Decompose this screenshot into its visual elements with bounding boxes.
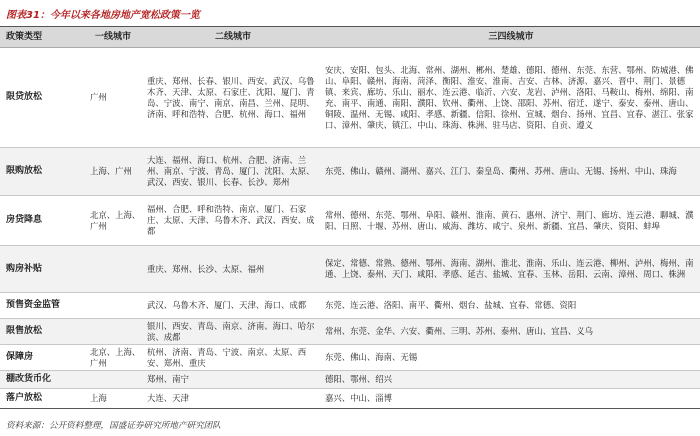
tier34-cities: 东莞、连云港、洛阳、南平、衢州、烟台、盐城、宜春、常德、资阳: [322, 293, 700, 319]
tier1-cities: 广州: [82, 48, 144, 148]
header-tier2: 二线城市: [144, 27, 322, 48]
tier34-cities: 德阳、鄂州、绍兴: [322, 371, 700, 389]
tier34-cities: 常州、东莞、金华、六安、衢州、三明、苏州、泰州、唐山、宜昌、义乌: [322, 319, 700, 345]
tier34-cities: 东莞、佛山、海南、无锡: [322, 345, 700, 371]
tier2-cities: 大连、天津: [144, 389, 322, 409]
policy-type: 预售资金监管: [0, 293, 82, 319]
tier1-cities: [82, 293, 144, 319]
tier1-cities: 上海、广州: [82, 148, 144, 196]
header-tier34: 三四线城市: [322, 27, 700, 48]
tier2-cities: 重庆、郑州、长春、银川、西安、武汉、乌鲁木齐、天津、太原、石家庄、沈阳、厦门、青岛、宁波、南宁、南京、南昌、兰州、昆明、济南、呼和浩特、合肥、杭州、海口、福州: [144, 48, 322, 148]
tier1-cities: [82, 246, 144, 293]
tier2-cities: 重庆、郑州、长沙、太原、福州: [144, 246, 322, 293]
tier2-cities: 武汉、乌鲁木齐、厦门、天津、海口、成都: [144, 293, 322, 319]
source-note: 资料来源：公开资料整理，国盛证券研究所地产研究团队: [6, 421, 221, 431]
table-row: [0, 319, 700, 345]
policy-type: 落户放松: [0, 389, 82, 409]
tier1-cities: 上海: [82, 389, 144, 409]
table-row: [0, 148, 700, 196]
table-row: [0, 371, 700, 389]
tier2-cities: 福州、合肥、呼和浩特、南京、厦门、石家庄、太原、天津、乌鲁木齐、武汉、西安、成都: [144, 196, 322, 246]
tier34-cities: 保定、常德、常熟、德州、鄂州、海南、湖州、淮北、淮南、乐山、连云港、柳州、泸州、梅州、南通、上饶、泰州、天门、咸阳、孝感、延吉、盐城、宜春、玉林、岳阳、云南、漳州、周口、株洲: [322, 246, 700, 293]
policy-type: 保障房: [0, 345, 82, 371]
header-tier1: 一线城市: [82, 27, 144, 48]
policy-type: 购房补贴: [0, 246, 82, 293]
policy-type: 棚改货币化: [0, 371, 82, 389]
tier34-cities: 常州、德州、东莞、鄂州、阜阳、赣州、淮南、黄石、惠州、济宁、荆门、廊坊、连云港、聊城、濮阳、日照、十堰、苏州、唐山、威海、潍坊、咸宁、泉州、新疆、宜昌、肇庆、资阳、蚌埠: [322, 196, 700, 246]
policy-type: 房贷降息: [0, 196, 82, 246]
tier1-cities: 北京、上海、广州: [82, 345, 144, 371]
tier1-cities: 北京、上海、广州: [82, 196, 144, 246]
table-row: [0, 345, 700, 371]
figure-title: 图表31：今年以来各地房地产宽松政策一览: [6, 10, 200, 21]
tier1-cities: [82, 319, 144, 345]
tier1-cities: [82, 371, 144, 389]
tier2-cities: 大连、福州、海口、杭州、合肥、济南、兰州、南京、宁波、青岛、厦门、沈阳、太原、武汉、西安、银川、长春、长沙、郑州: [144, 148, 322, 196]
tier34-cities: 嘉兴、中山、淄博: [322, 389, 700, 409]
table-header-row: [0, 27, 700, 48]
policy-type: 限购放松: [0, 148, 82, 196]
table-row: [0, 246, 700, 293]
policy-table: [0, 26, 700, 409]
policy-type: 限售放松: [0, 319, 82, 345]
tier2-cities: 郑州、南宁: [144, 371, 322, 389]
table-row: [0, 48, 700, 148]
tier2-cities: 银川、西安、青岛、南京、济南、海口、哈尔滨、成都: [144, 319, 322, 345]
header-policy-type: 政策类型: [0, 27, 82, 48]
table-row: [0, 196, 700, 246]
tier34-cities: 东莞、佛山、赣州、湖州、嘉兴、江门、秦皇岛、衢州、苏州、唐山、无锡、扬州、中山、珠海: [322, 148, 700, 196]
tier2-cities: 杭州、济南、青岛、宁波、南京、太原、西安、郑州、重庆: [144, 345, 322, 371]
table-row: [0, 389, 700, 409]
policy-type: 限贷放松: [0, 48, 82, 148]
tier34-cities: 安庆、安阳、包头、北海、常州、湖州、郴州、楚雄、德阳、德州、东莞、东营、鄂州、防城港、佛山、阜阳、赣州、海南、菏泽、衡阳、淮安、淮南、吉安、吉林、济源、嘉兴、晋中、荆门、景德镇、来宾、廊坊、乐山、丽水、连云港、临沂、六安、龙岩、泸州、洛阳、马鞍山、梅州、绵阳、南充、南平、南通、南阳、濮阳、钦州、衢州、上饶、邵阳、苏州、宿迁、遂宁、泰安、泰州、唐山、铜陵、温州、无锡、咸阳、孝感、新疆、信阳、徐州、宣城、烟台、扬州、宜昌、宜春、湛江、张家口、漳州、肇庆、镇江、中山、珠海、株洲、驻马店、资阳、自贡、遵义: [322, 48, 700, 148]
table-row: [0, 293, 700, 319]
